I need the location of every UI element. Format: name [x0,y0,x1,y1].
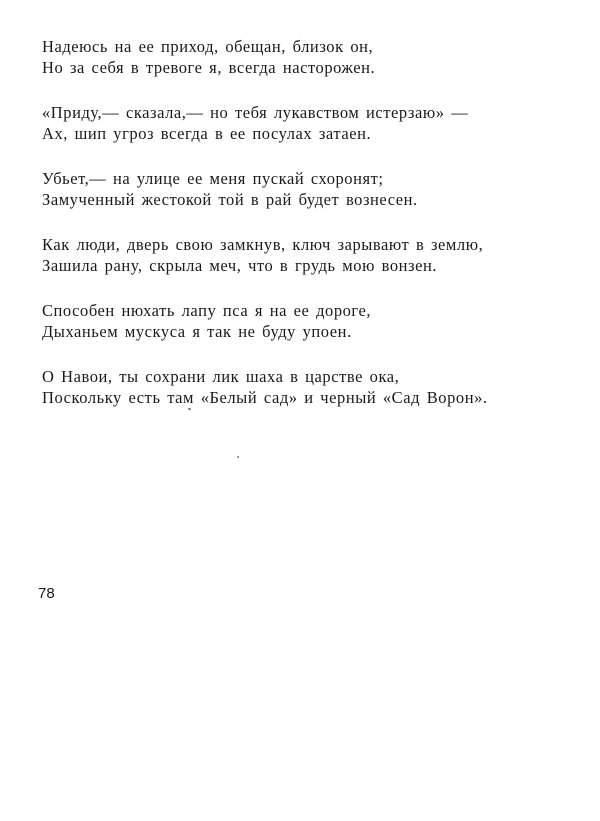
stanza [42,234,572,276]
poem-line: Поскольку есть там «Белый сад» и черный «Сад Ворон». [42,388,488,407]
poem-line: Но за себя в тревоге я, всегда насторожен. [42,58,376,77]
poem [42,36,572,432]
stanza [42,300,572,342]
poem-line: Как люди, дверь свою замкнув, ключ зарывают в землю, [42,235,484,254]
page-number: 78 [38,585,55,602]
stanza [42,366,572,408]
poem-line: О Навои, ты сохрани лик шаха в царстве ока, [42,367,400,386]
print-speck [188,408,191,410]
poem-line: Дыханьем мускуса я так не буду упоен. [42,322,352,341]
poem-line: Зашила рану, скрыла меч, что в грудь мою вонзен. [42,256,438,275]
poem-line: Замученный жестокой той в рай будет вознесен. [42,190,418,209]
print-speck [237,456,239,458]
stanza [42,102,572,144]
stanza [42,36,572,78]
poem-line: Убьет,— на улице ее меня пускай схоронят; [42,169,384,188]
poem-line: «Приду,— сказала,— но тебя лукавством истерзаю» — [42,103,469,122]
poem-line: Надеюсь на ее приход, обещан, близок он, [42,37,374,56]
poem-line: Способен нюхать лапу пса я на ее дороге, [42,301,372,320]
poem-line: Ах, шип угроз всегда в ее посулах затаен. [42,124,372,143]
stanza [42,168,572,210]
